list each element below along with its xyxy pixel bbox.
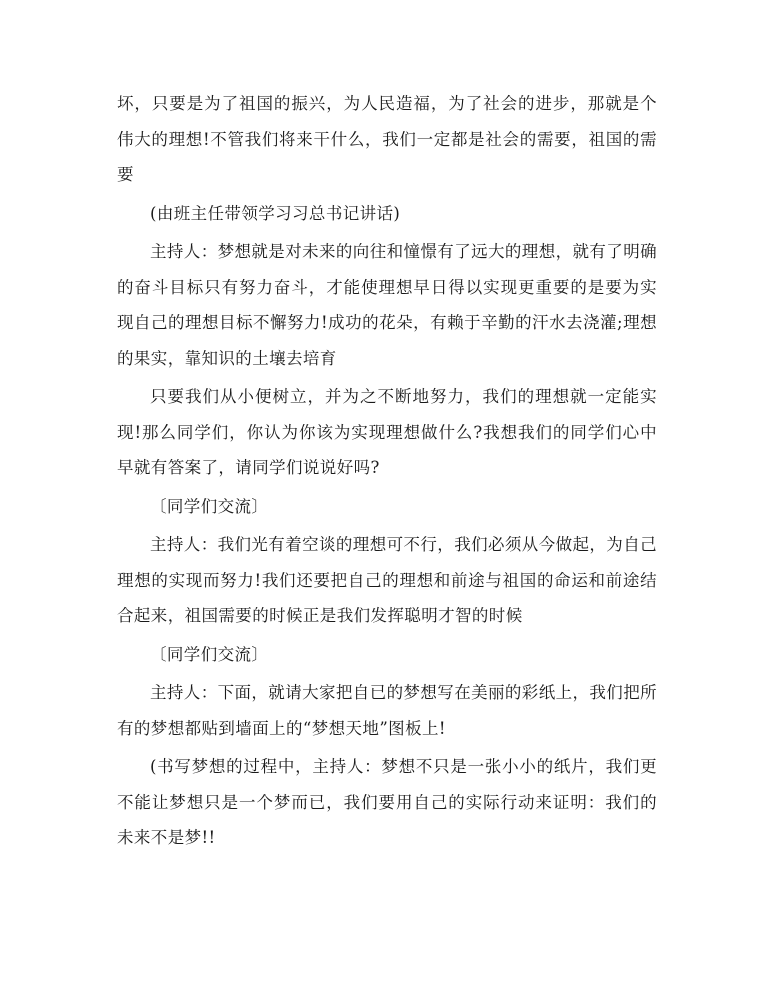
paragraph-1: 坏，只要是为了祖国的振兴，为人民造福，为了社会的进步，那就是个伟大的理想!不管我们将来干什么，我们一定都是社会的需要，祖国的需要 [117,94,657,184]
paragraph-6: 主持人：我们光有着空谈的理想可不行，我们必须从今做起，为自己理想的实现而努力!我们还要把自己的理想和前途与祖国的命运和前途结合起来，祖国需要的时候正是我们发挥聪明才智的时候 [117,535,657,625]
paragraph-7: 〔同学们交流〕 [150,644,269,664]
paragraph-3: 主持人：梦想就是对未来的向往和憧憬有了远大的理想，就有了明确的奋斗目标只有努力奋斗，才能使理想早日得以实现更重要的是要为实现自己的理想目标不懈努力!成功的花朵，有赖于辛勤的汗水去浇灌;理想的果实，靠知识的土壤去培育 [117,242,657,368]
document-page [117,86,657,856]
paragraph-4: 只要我们从小便树立，并为之不断地努力，我们的理想就一定能实现!那么同学们，你认为你该为实现理想做什么?我想我们的同学们心中早就有答案了，请同学们说说好吗? [117,387,657,477]
paragraph-2: (由班主任带领学习习总书记讲话) [150,203,401,223]
paragraph-8: 主持人：下面，就请大家把自已的梦想写在美丽的彩纸上，我们把所有的梦想都贴到墙面上的“梦想天地”图板上! [117,683,657,738]
paragraph-9: (书写梦想的过程中，主持人：梦想不只是一张小小的纸片，我们更不能让梦想只是一个梦而已，我们要用自己的实际行动来证明：我们的未来不是梦!! [117,757,657,847]
paragraph-5: 〔同学们交流〕 [150,496,269,516]
